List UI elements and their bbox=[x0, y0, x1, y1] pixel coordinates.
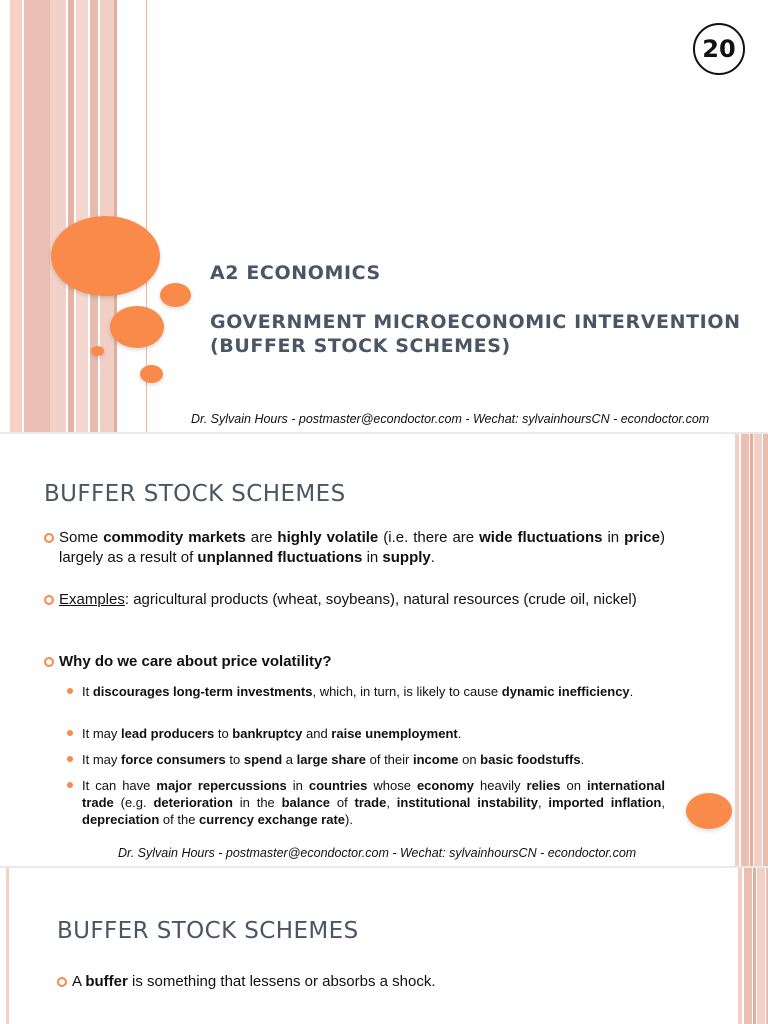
slide-title: BUFFER STOCK SCHEMES bbox=[44, 481, 346, 507]
title-slide bbox=[0, 0, 768, 432]
decorative-circle bbox=[110, 306, 164, 348]
decorative-circle bbox=[686, 793, 732, 829]
bullet-ring-icon bbox=[44, 533, 54, 543]
bullet-dot-icon bbox=[67, 730, 73, 736]
slide-title-line2: (BUFFER STOCK SCHEMES) bbox=[210, 335, 511, 357]
bullet-dot-icon bbox=[67, 782, 73, 788]
sub-bullet-item: It may lead producers to bankruptcy and raise unemployment. bbox=[67, 725, 665, 742]
slide-title: BUFFER STOCK SCHEMES bbox=[57, 918, 359, 944]
content-slide bbox=[0, 434, 768, 866]
page-number-badge: 20 bbox=[693, 23, 745, 75]
sub-bullet-item: It can have major repercussions in countries whose economy heavily relies on international trade (e.g. deterioration in the balance of trade, institutional instability, imported inflation, depreciation of the currency exchange rate). bbox=[67, 777, 665, 828]
course-title: A2 ECONOMICS bbox=[210, 262, 381, 284]
bullet-ring-icon bbox=[44, 595, 54, 605]
bullet-item: A buffer is something that lessens or absorbs a shock. bbox=[57, 972, 657, 992]
decorative-circle-small bbox=[91, 346, 104, 356]
bullet-item: Some commodity markets are highly volatile (i.e. there are wide fluctuations in price) largely as a result of unplanned fluctuations in supply. bbox=[44, 528, 665, 567]
bullet-dot-icon bbox=[67, 756, 73, 762]
bullet-ring-icon bbox=[57, 977, 67, 987]
decorative-circle bbox=[140, 365, 163, 383]
bullet-item: Why do we care about price volatility? bbox=[44, 652, 665, 672]
bullet-item: Examples: agricultural products (wheat, soybeans), natural resources (crude oil, nickel) bbox=[44, 590, 665, 610]
decorative-circle-large bbox=[51, 216, 160, 296]
bullet-ring-icon bbox=[44, 657, 54, 667]
decorative-stripes bbox=[738, 868, 768, 1024]
author-footer: Dr. Sylvain Hours - postmaster@econdoctor.com - Wechat: sylvainhoursCN - econdoctor.com bbox=[191, 412, 710, 426]
sub-bullet-item: It discourages long-term investments, which, in turn, is likely to cause dynamic inefficiency. bbox=[67, 683, 665, 700]
bullet-dot-icon bbox=[67, 688, 73, 694]
slide-title-line1: GOVERNMENT MICROECONOMIC INTERVENTION bbox=[210, 311, 741, 333]
sub-bullet-item: It may force consumers to spend a large share of their income on basic foodstuffs. bbox=[67, 751, 665, 768]
decorative-stripes bbox=[6, 868, 11, 1024]
decorative-stripes bbox=[735, 434, 768, 866]
content-slide bbox=[0, 868, 768, 1024]
decorative-circle bbox=[160, 283, 191, 307]
author-footer: Dr. Sylvain Hours - postmaster@econdoctor.com - Wechat: sylvainhoursCN - econdoctor.com bbox=[118, 846, 637, 860]
